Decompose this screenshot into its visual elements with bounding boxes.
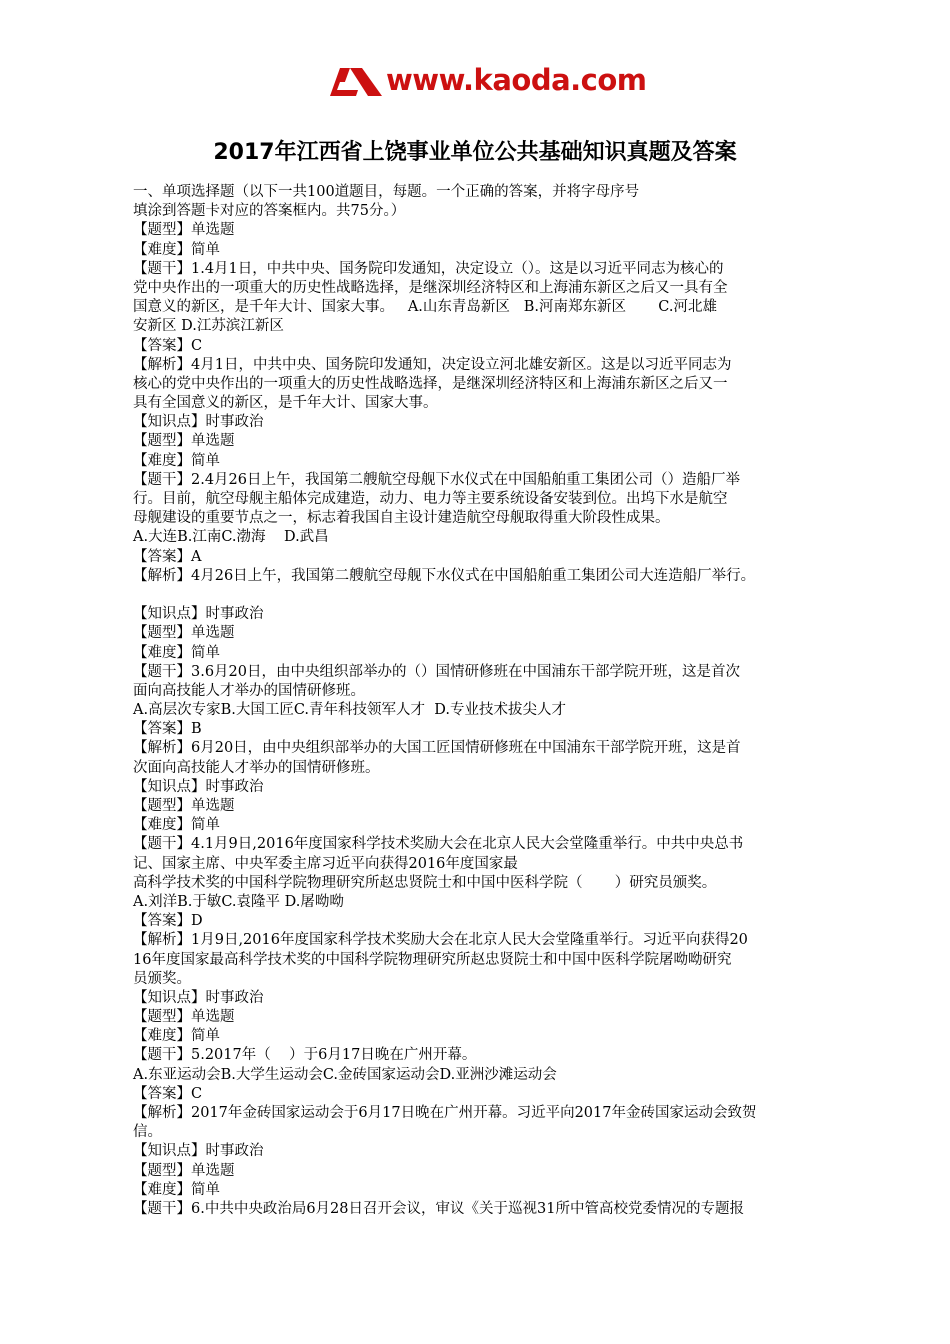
intro-line: 一、单项选择题（以下一共100道题目，每题。一个正确的答案，并将字母序号 [133, 184, 640, 200]
question-stem: 【题干】2.4月26日上午，我国第二艘航空母舰下水仪式在中国船舶重工集团公司（）造船厂举 [133, 471, 741, 488]
question-answer: 【答案】D [133, 913, 203, 930]
question-analysis: 【解析】1月9日,2016年度国家科学技术奖励大会在北京人民大会堂隆重举行。习近平向获得20 [133, 932, 748, 949]
question-stem: 面向高技能人才举办的国情研修班。 [133, 682, 365, 699]
question-knowledge: 【知识点】时事政治 [133, 414, 264, 431]
kaoda-logo-icon [328, 66, 386, 98]
question-knowledge: 【知识点】时事政治 [133, 606, 264, 623]
site-logo[interactable] [328, 60, 648, 102]
question-type: 【题型】单选题 [133, 222, 235, 239]
question-analysis: 【解析】2017年金砖国家运动会于6月17日晚在广州开幕。习近平向2017年金砖国家运动会致贺 [133, 1105, 757, 1121]
question-analysis: 核心的党中央作出的一项重大的历史性战略选择，是继深圳经济特区和上海浦东新区之后又一 [133, 375, 728, 392]
question-stem: 行。目前，航空母舰主船体完成建造，动力、电力等主要系统设备安装到位。出坞下水是航空 [133, 491, 728, 507]
question-stem: 【题干】6.中共中央政治局6月28日召开会议，审议《关于巡视31所中管高校党委情况的专题报 [133, 1200, 744, 1217]
question-analysis: 【解析】6月20日，由中央组织部举办的大国工匠国情研修班在中国浦东干部学院开班，这是首 [133, 740, 741, 757]
question-analysis: 16年度国家最高科学技术奖的中国科学院物理研究所赵忠贤院士和中国中医科学院屠呦呦研究 [133, 951, 732, 968]
question-difficulty: 【难度】简单 [133, 817, 220, 834]
blank-line [133, 586, 838, 605]
question-difficulty: 【难度】简单 [133, 452, 220, 469]
question-options: A.东亚运动会B.大学生运动会C.金砖国家运动会D.亚洲沙滩运动会 [133, 1066, 557, 1083]
question-options: A.大连B.江南C.渤海 D.武昌 [133, 529, 329, 546]
question-stem: 【题干】5.2017年（ ）于6月17日晚在广州开幕。 [133, 1047, 477, 1064]
question-answer: 【答案】B [133, 721, 202, 738]
question-stem: 党中央作出的一项重大的历史性战略选择，是继深圳经济特区和上海浦东新区之后又一具有全 [133, 279, 728, 296]
question-knowledge: 【知识点】时事政治 [133, 989, 264, 1006]
question-analysis: 信。 [133, 1124, 162, 1141]
question-type: 【题型】单选题 [133, 1009, 235, 1026]
question-answer: 【答案】C [133, 337, 203, 354]
question-options: A.高层次专家B.大国工匠C.青年科技领军人才 D.专业技术拔尖人才 [133, 702, 566, 719]
document-body [133, 183, 838, 1219]
question-stem: 母舰建设的重要节点之一，标志着我国自主设计建造航空母舰取得重大阶段性成果。 [133, 510, 670, 527]
question-analysis: 【解析】4月1日，中共中央、国务院印发通知，决定设立河北雄安新区。这是以习近平同志为 [133, 356, 732, 373]
question-analysis: 员颁奖。 [133, 970, 191, 987]
question-stem: 记、国家主席、中央军委主席习近平向获得2016年度国家最 [133, 855, 518, 872]
question-type: 【题型】单选题 [133, 433, 235, 450]
question-analysis: 【解析】4月26日上午，我国第二艘航空母舰下水仪式在中国船舶重工集团公司大连造船厂举行。 [133, 567, 756, 584]
question-difficulty: 【难度】简单 [133, 644, 220, 661]
question-answer: 【答案】C [133, 1085, 203, 1102]
question-stem: 高科学技术奖的中国科学院物理研究所赵忠贤院士和中国中医科学院（ ）研究员颁奖。 [133, 874, 717, 891]
question-stem: 【题干】1.4月1日，中共中央、国务院印发通知，决定设立（）。这是以习近平同志为核心的 [133, 260, 724, 277]
question-stem: 【题干】4.1月9日,2016年度国家科学技术奖励大会在北京人民大会堂隆重举行。中共中央总书 [133, 836, 744, 853]
question-type: 【题型】单选题 [133, 1162, 235, 1179]
document-title: 2017年江西省上饶事业单位公共基础知识真题及答案 [213, 140, 737, 165]
question-type: 【题型】单选题 [133, 625, 235, 642]
question-stem: 国意义的新区，是千年大计、国家大事。 A.山东青岛新区 B.河南郑东新区 C.河北雄 [133, 299, 717, 316]
question-answer: 【答案】A [133, 548, 202, 565]
question-difficulty: 【难度】简单 [133, 1181, 220, 1198]
question-analysis: 具有全国意义的新区，是千年大计、国家大事。 [133, 395, 438, 412]
question-knowledge: 【知识点】时事政治 [133, 1143, 264, 1160]
question-stem: 安新区 D.江苏滨江新区 [133, 318, 284, 335]
intro-line: 填涂到答题卡对应的答案框内。共75分。） [133, 203, 406, 220]
question-difficulty: 【难度】简单 [133, 1028, 220, 1045]
question-type: 【题型】单选题 [133, 798, 235, 814]
question-options: A.刘洋B.于敏C.袁隆平 D.屠呦呦 [133, 893, 344, 910]
question-stem: 【题干】3.6月20日，由中央组织部举办的（）国情研修班在中国浦东干部学院开班，这是首次 [133, 663, 741, 680]
question-analysis: 次面向高技能人才举办的国情研修班。 [133, 759, 380, 776]
question-difficulty: 【难度】简单 [133, 241, 220, 258]
logo-url-text: www.kaoda.com [386, 63, 647, 97]
question-knowledge: 【知识点】时事政治 [133, 778, 264, 795]
